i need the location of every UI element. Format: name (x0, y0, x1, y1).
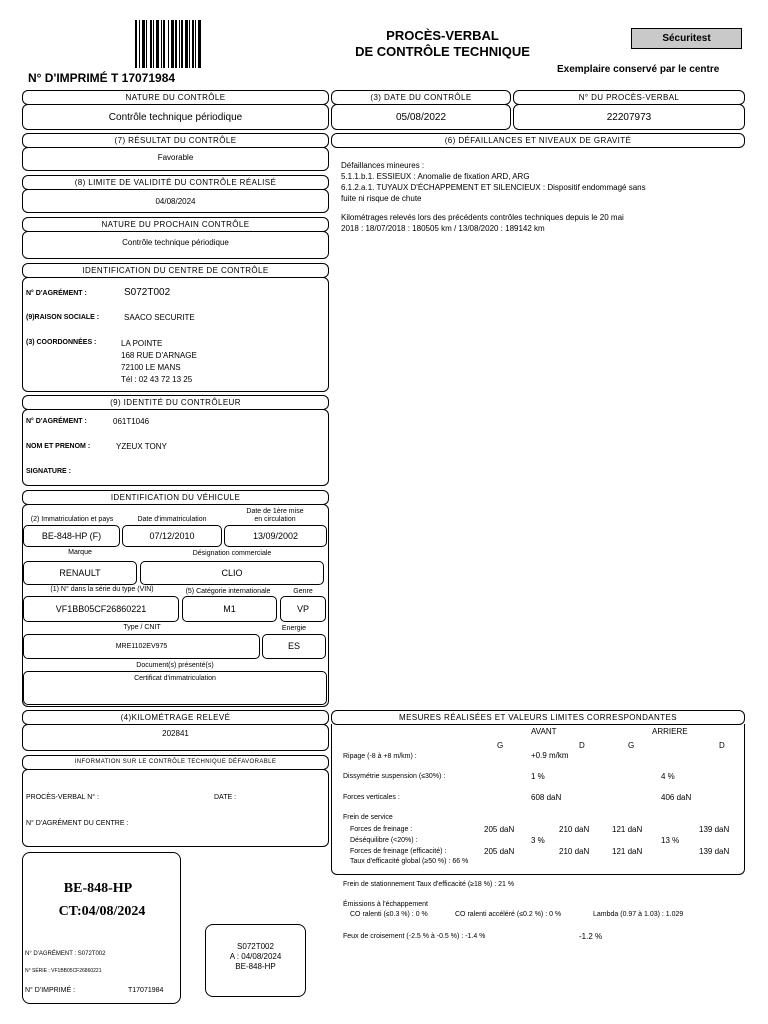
centre-label: IDENTIFICATION DU CENTRE DE CONTRÔLE (22, 263, 329, 278)
vignette-ct: CT:04/08/2024 (58, 904, 146, 919)
designation-label: Désignation commerciale (192, 550, 272, 557)
forces-verticales-label: Forces verticales : (343, 794, 400, 801)
next-control-value: Contrôle technique périodique (122, 238, 229, 247)
defavorable-box (22, 769, 329, 847)
immat-value: BE-848-HP (F) (23, 525, 120, 547)
centre-coord-label: (3) COORDONNÉES : (26, 339, 97, 346)
designation-value: CLIO (140, 561, 324, 585)
frein-service-label: Frein de service (343, 814, 393, 821)
ff-ar-g: 121 daN (612, 825, 643, 834)
ripage-label: Ripage (-8 à +8 m/km) : (343, 753, 417, 760)
avant-heading: AVANT (531, 727, 557, 736)
vignette-box (22, 852, 181, 1004)
imprime-number: N° D'IMPRIMÉ T 17071984 (28, 71, 176, 85)
centre-agrement-label: N° D'AGRÉMENT : (26, 290, 87, 297)
controleur-agrement-label: N° D'AGRÉMENT : (26, 418, 87, 425)
vignette-agrement: N° D'AGRÉMENT : S072T002 (25, 951, 106, 957)
desequilibre-label: Déséquilibre (<20%) : (350, 837, 418, 844)
date-circ-value: 13/09/2002 (224, 525, 327, 547)
fe-av-g: 205 daN (484, 847, 515, 856)
vignette-serie: N° SÉRIE : VF1BB05CF26860221 (25, 968, 102, 974)
page-title: PROCÈS-VERBAL DE CONTRÔLE TECHNIQUE (355, 28, 530, 59)
energie-value: ES (262, 634, 326, 659)
vehicule-label: IDENTIFICATION DU VÉHICULE (22, 490, 329, 505)
type-label: Type / CNIT (123, 624, 161, 631)
nature-controle-value: Contrôle technique périodique (108, 112, 243, 123)
suspension-arriere: 4 % (661, 772, 675, 781)
vignette-imprime-label: N° D'IMPRIMÉ : (25, 987, 76, 994)
pv-label: N° DU PROCÈS-VERBAL (513, 90, 745, 105)
energie-label: Energie (281, 625, 307, 632)
controleur-nom-value: YZEUX TONY (116, 442, 167, 451)
validity-label: (8) LIMITE DE VALIDITÉ DU CONTRÔLE RÉALISÉ (22, 175, 329, 190)
marque-label: Marque (68, 549, 92, 556)
fe-ar-g: 121 daN (612, 847, 643, 856)
ripage-value: +0.9 m/km (531, 751, 569, 760)
type-value: MRE1102EV975 (23, 634, 260, 659)
kilometrage-label: (4)KILOMÉTRAGE RELEVÉ (22, 710, 329, 725)
taux-global: Taux d'efficacité global (≥50 %) : 66 % (350, 858, 469, 865)
defavorable-agrement-label: N° D'AGRÉMENT DU CENTRE : (26, 820, 129, 827)
suspension-avant: 1 % (531, 772, 545, 781)
col-d-arriere: D (719, 741, 725, 750)
barcode (135, 20, 207, 68)
defavorable-date-label: DATE : (214, 794, 237, 801)
centre-agrement-value: S072T002 (124, 287, 171, 298)
controleur-agrement-value: 061T1046 (113, 417, 150, 426)
genre-value: VP (280, 596, 326, 622)
forces-freinage-label: Forces de freinage : (350, 826, 413, 833)
ff-av-d: 210 daN (559, 825, 590, 834)
fe-av-d: 210 daN (559, 847, 590, 856)
feux-croisement: Feux de croisement (-2.5 % à -0.5 %) : -1.4 % (343, 933, 486, 940)
suspension-label: Dissymétrie suspension (≤30%) : (343, 773, 446, 780)
immat-label: (2) Immatriculation et pays (30, 516, 114, 523)
emissions-label: Émissions à l'échappement (343, 901, 428, 908)
centre-raison-value: SAACO SECURITE (124, 313, 195, 322)
nature-controle-label: NATURE DU CONTRÔLE (22, 90, 329, 105)
docs-label: Document(s) présenté(s) (136, 662, 214, 669)
frein-stationnement: Frein de stationnement Taux d'efficacité (≥18 %) : 21 % (343, 881, 515, 888)
co-accelere: CO ralenti accéléré (≤0.2 %) : 0 % (455, 911, 562, 918)
lambda: Lambda (0.97 à 1.03) : 1.029 (593, 911, 684, 918)
defavorable-pv-label: PROCÈS-VERBAL N° : (26, 794, 99, 801)
col-g-arriere: G (628, 741, 635, 750)
date-immat-label: Date d'immatriculation (137, 516, 207, 523)
defaillances-label: (6) DÉFAILLANCES ET NIVEAUX DE GRAVITÉ (331, 133, 745, 148)
vignette-plate: BE-848-HP (63, 881, 133, 896)
date-controle-label: (3) DATE DU CONTRÔLE (331, 90, 511, 105)
marque-value: RENAULT (23, 561, 137, 585)
desequilibre-arriere: 13 % (661, 836, 680, 845)
genre-label: Genre (293, 588, 313, 595)
controleur-signature-label: SIGNATURE : (26, 468, 71, 475)
defaillances-text: Défaillances mineures : 5.1.1.b.1. ESSIEUX : Anomalie de fixation ARD, ARG 6.1.2.a.1. TUYAUX D'ÉCHAPPEMENT ET SILENCIEUX : Dispositif endommagé sans fuite ni risque de chute Kilométrages relevés lors des précédents contrôles techniques depuis le 20 mai 2018 : 18/07/2018 : 180505 km / 13/08/2020 : 189142 km (341, 161, 646, 233)
feux-croisement-d: -1.2 % (579, 932, 603, 941)
mesures-label: MESURES RÉALISÉES ET VALEURS LIMITES CORRESPONDANTES (331, 710, 745, 725)
vin-label: (1) N° dans la série du type (VIN) (50, 586, 154, 593)
ff-ar-d: 139 daN (699, 825, 730, 834)
date-controle-value: 05/08/2022 (395, 112, 447, 123)
copy-note: Exemplaire conservé par le centre (557, 64, 720, 75)
vin-value: VF1BB05CF26860221 (23, 596, 179, 622)
controleur-nom-label: NOM ET PRENOM : (26, 443, 91, 450)
result-value: Favorable (157, 153, 194, 162)
forces-verticales-avant: 608 daN (531, 793, 562, 802)
categorie-label: (5) Catégorie internationale (185, 588, 271, 595)
controleur-label: (9) IDENTITÉ DU CONTRÔLEUR (22, 395, 329, 410)
brand-badge: Sécuritest (631, 28, 742, 49)
pv-value: 22207973 (606, 112, 652, 123)
docs-value: Certificat d'immatriculation (134, 675, 216, 682)
kilometrage-value: 202841 (162, 729, 189, 738)
date-circ-label: Date de 1ère mise en circulation (246, 508, 304, 523)
sticker-text: S072T002 A : 04/08/2024 BE-848-HP (229, 942, 282, 971)
desequilibre-avant: 3 % (531, 836, 545, 845)
defavorable-label: INFORMATION SUR LE CONTRÔLE TECHNIQUE DÉFAVORABLE (22, 755, 329, 770)
forces-verticales-arriere: 406 daN (661, 793, 692, 802)
centre-address: LA POINTE 168 RUE D'ARNAGE 72100 LE MANS Tél : 02 43 72 13 25 (121, 339, 197, 384)
centre-raison-label: (9)RAISON SOCIALE : (26, 314, 100, 321)
ff-av-g: 205 daN (484, 825, 515, 834)
categorie-value: M1 (182, 596, 277, 622)
forces-efficacite-label: Forces de freinage (efficacité) : (350, 848, 447, 855)
fe-ar-d: 139 daN (699, 847, 730, 856)
date-immat-value: 07/12/2010 (122, 525, 222, 547)
next-control-label: NATURE DU PROCHAIN CONTRÔLE (22, 217, 329, 232)
col-g-avant: G (497, 741, 504, 750)
col-d-avant: D (579, 741, 585, 750)
validity-value: 04/08/2024 (155, 197, 196, 206)
vignette-imprime-value: T17071984 (128, 987, 164, 994)
co-ralenti: CO ralenti (≤0.3 %) : 0 % (350, 911, 428, 918)
result-label: (7) RÉSULTAT DU CONTRÔLE (22, 133, 329, 148)
arriere-heading: ARRIERE (652, 727, 688, 736)
